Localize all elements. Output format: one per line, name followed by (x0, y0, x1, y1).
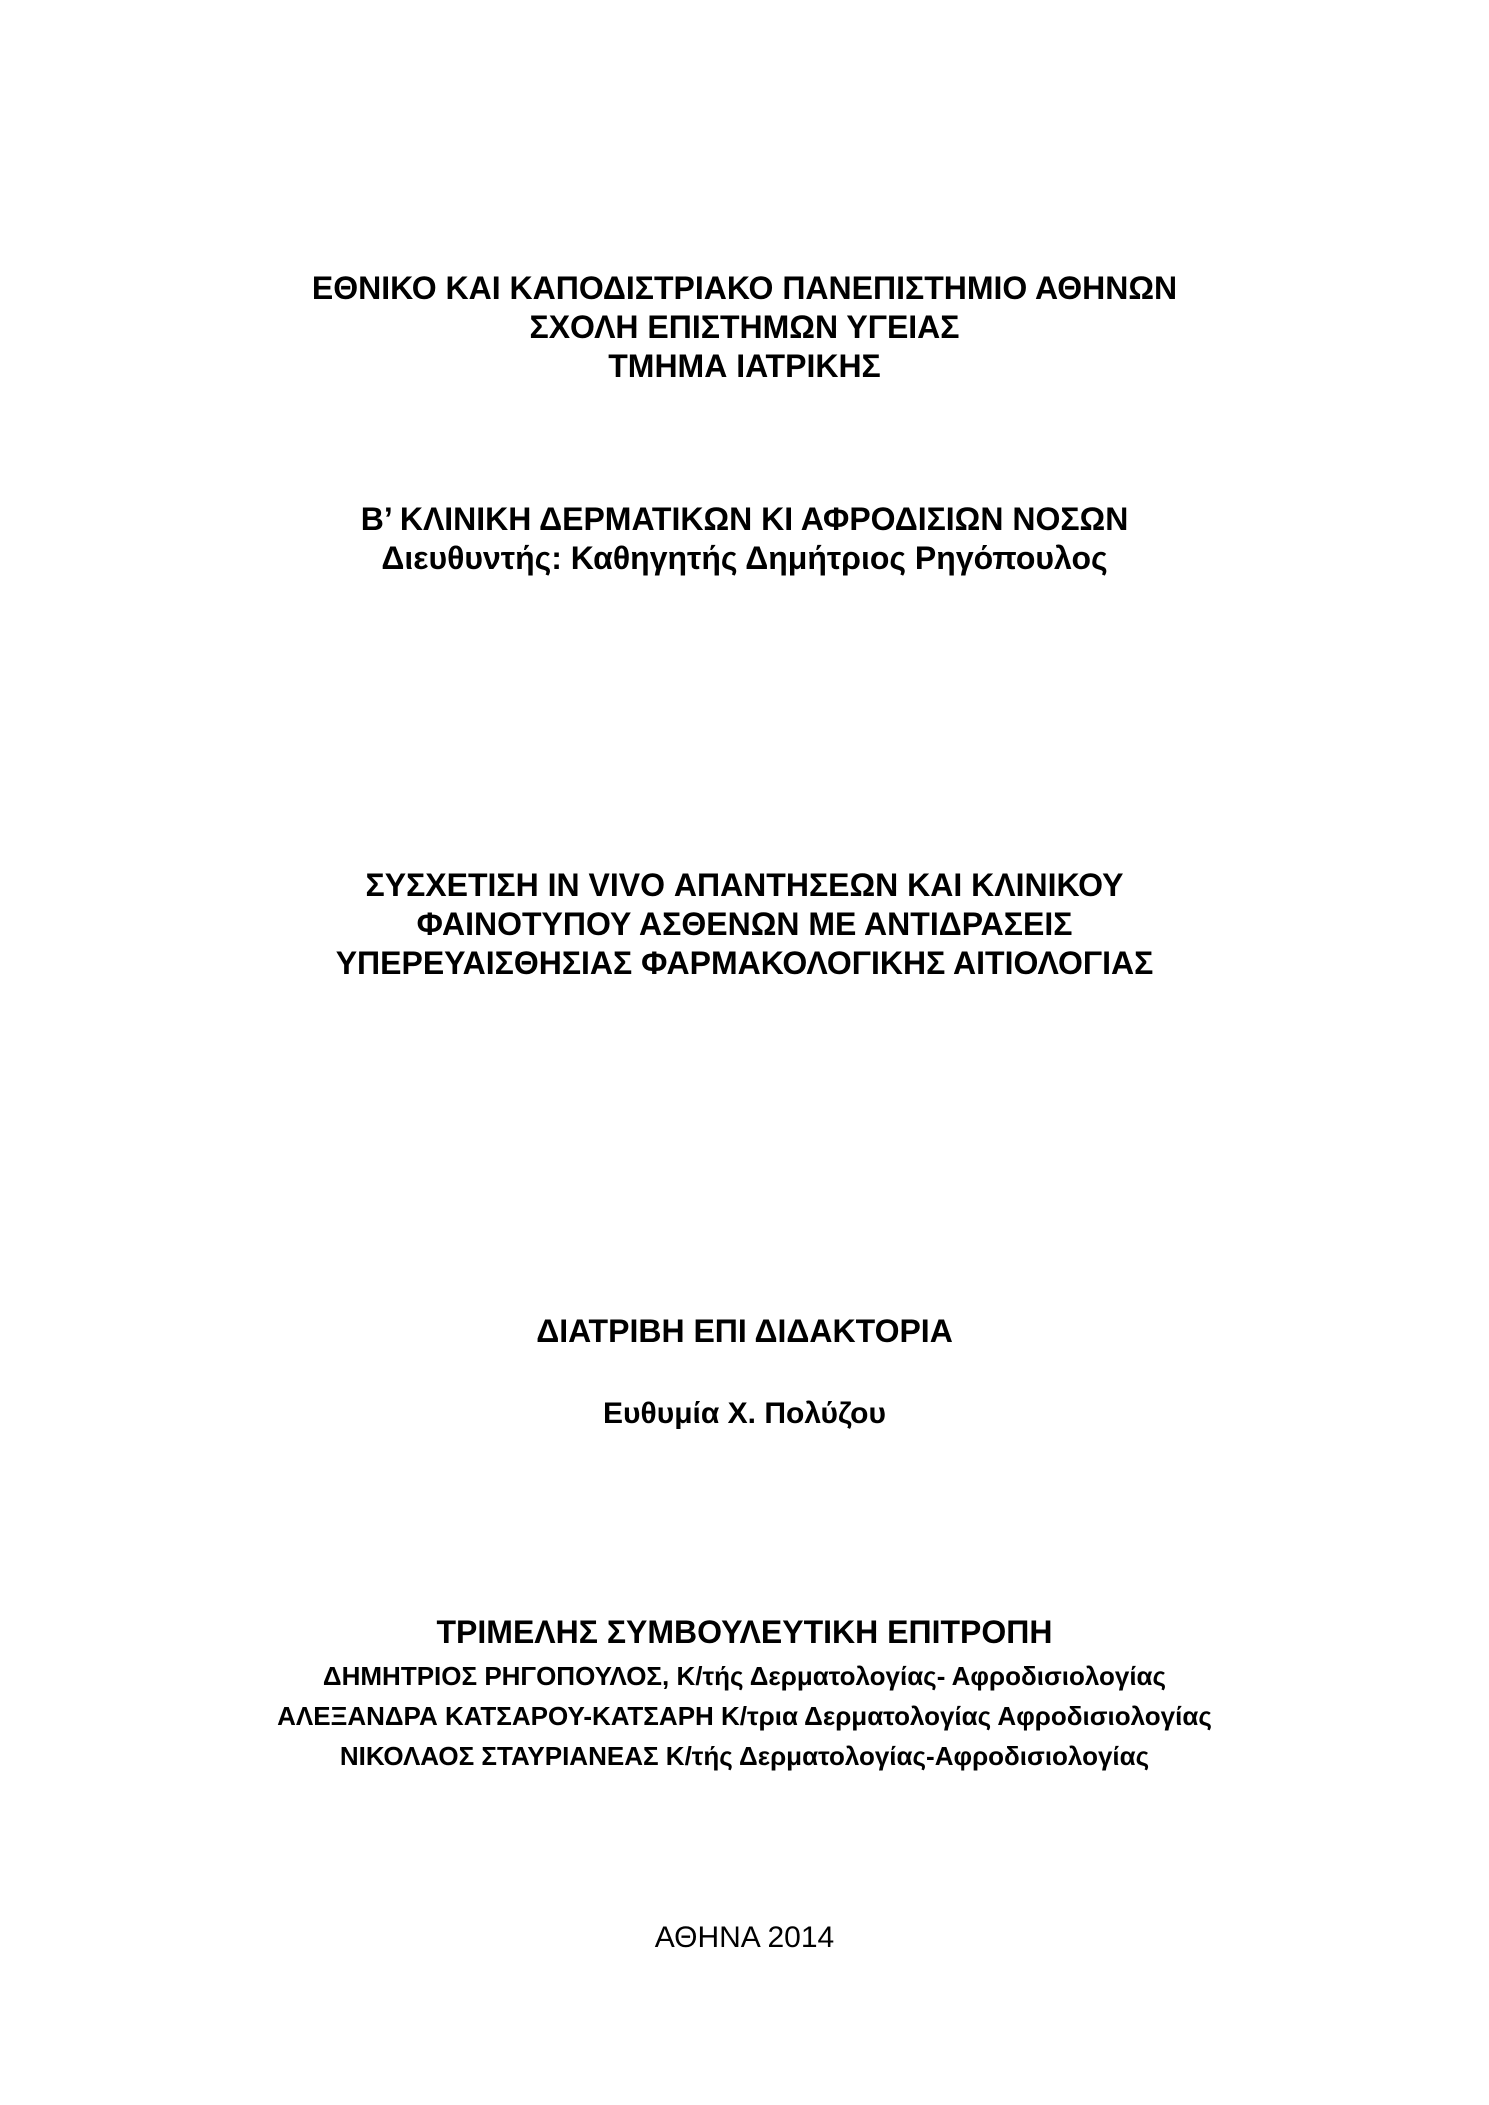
school-name: ΣΧΟΛΗ ΕΠΙΣΤΗΜΩΝ ΥΓΕΙΑΣ (529, 309, 960, 345)
degree-label: ΔΙΑΤΡΙΒΗ ΕΠΙ ΔΙΔΑΚΤΟΡΙΑ (536, 1313, 953, 1349)
thesis-title-line: ΣΥΣΧΕΤΙΣΗ IN VIVO ΑΠΑΝΤΗΣΕΩΝ ΚΑΙ ΚΛΙΝΙΚΟΥ (365, 867, 1124, 903)
committee-member: ΝΙΚΟΛΑΟΣ ΣΤΑΥΡΙΑΝΕΑΣ Κ/τής Δερματολογίας-Αφροδισιολογίας (339, 1741, 1150, 1771)
author (0, 1396, 1489, 1432)
thesis-title (0, 866, 1489, 983)
place-year-text: ΑΘΗΝΑ 2014 (654, 1921, 835, 1954)
committee-heading: ΤΡΙΜΕΛΗΣ ΣΥΜΒΟΥΛΕΥΤΙΚΗ ΕΠΙΤΡΟΠΗ (436, 1614, 1053, 1650)
university-header (0, 269, 1489, 386)
department-name: ΤΜΗΜΑ ΙΑΤΡΙΚΗΣ (608, 348, 881, 384)
degree-type (0, 1312, 1489, 1351)
clinic-name: Β’ ΚΛΙΝΙΚΗ ΔΕΡΜΑΤΙΚΩΝ ΚΙ ΑΦΡΟΔΙΣΙΩΝ ΝΟΣΩΝ (360, 501, 1129, 537)
thesis-title-line: ΦΑΙΝΟΤΥΠΟΥ ΑΣΘΕΝΩΝ ΜΕ ΑΝΤΙΔΡΑΣΕΙΣ (416, 906, 1073, 942)
university-name: ΕΘΝΙΚΟ ΚΑΙ ΚΑΠΟΔΙΣΤΡΙΑΚΟ ΠΑΝΕΠΙΣΤΗΜΙΟ ΑΘΗΝΩΝ (311, 270, 1178, 306)
clinic-header (0, 500, 1489, 578)
thesis-title-line: ΥΠΕΡΕΥΑΙΣΘΗΣΙΑΣ ΦΑΡΜΑΚΟΛΟΓΙΚΗΣ ΑΙΤΙΟΛΟΓΙΑΣ (335, 945, 1154, 981)
committee-member: ΑΛΕΞΑΝΔΡΑ ΚΑΤΣΑΡΟΥ-ΚΑΤΣΑΡΗ Κ/τρια Δερματολογίας Αφροδισιολογίας (277, 1701, 1212, 1731)
committee-member: ΔΗΜΗΤΡΙΟΣ ΡΗΓΟΠΟΥΛΟΣ, Κ/τής Δερματολογίας- Αφροδισιολογίας (322, 1661, 1167, 1691)
author-name: Ευθυμία Χ. Πολύζου (603, 1397, 886, 1430)
advisory-committee (0, 1613, 1489, 1772)
place-and-year (0, 1920, 1489, 1956)
clinic-director: Διευθυντής: Καθηγητής Δημήτριος Ρηγόπουλος (381, 540, 1108, 576)
